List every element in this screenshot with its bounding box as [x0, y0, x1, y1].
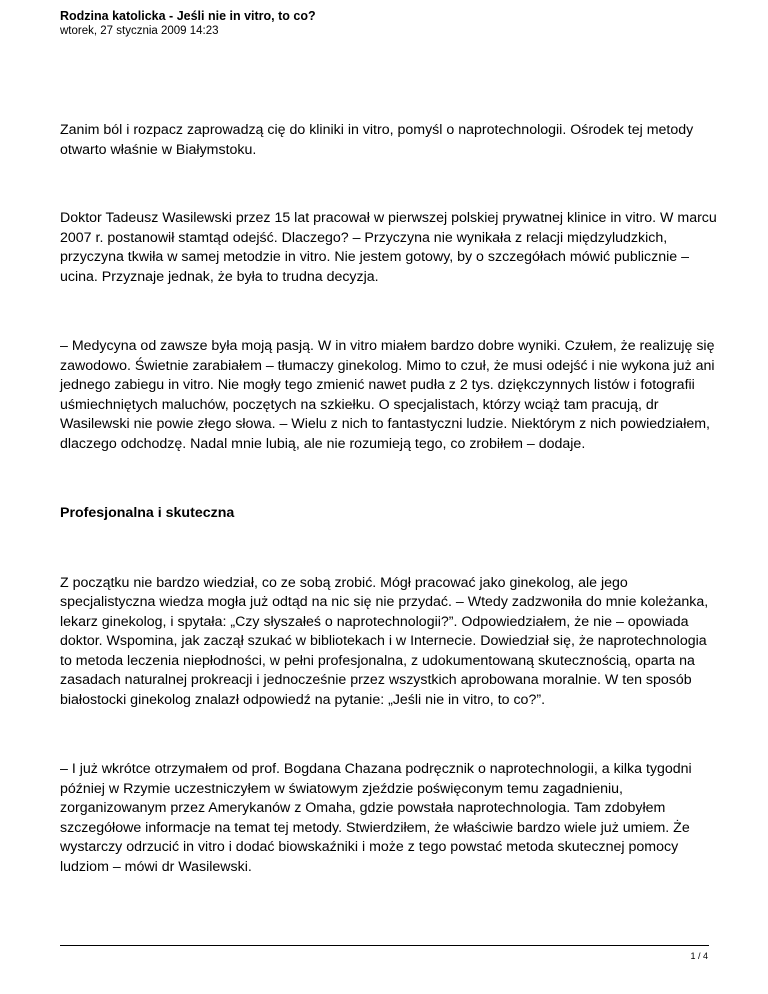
paragraph-5: – I już wkrótce otrzymałem od prof. Bogdana Chazana podręcznik o naprotechnologii, a kilka tygodni później w Rzymie uczestniczyłem w światowym zjeździe poświęconym temu zagadnieniu, zorganizowanym przez Amerykanów z Omaha, gdzie powstała naprotechnologia. Tam zdobyłem szczegółowe informacje na temat tej metody. Stwierdziłem, że właściwie bardzo wiele już umiem. Że wystarczy odrzucić in vitro i dodać biowskaźniki i może z tego powstać metoda skutecznej pomocy ludziom – mówi dr Wasilewski. — [60, 761, 692, 875]
document-header — [60, 9, 710, 38]
paragraph-intro: Zanim ból i rozpacz zaprowadzą cię do kliniki in vitro, pomyśl o naprotechnologii. Ośrodek tej metody otwarto właśnie w Białymstoku. — [60, 122, 694, 158]
paragraph-2: Doktor Tadeusz Wasilewski przez 15 lat pracował w pierwszej polskiej prywatnej klinice in vitro. W marcu 2007 r. postanowił stamtąd odejść. Dlaczego? – Przyczyna nie wynikała z relacji międzyludzkich, przyczyna tkwiła w samej metodzie in vitro. Nie jestem gotowy, by o szczegółach mówić publicznie – ucina. Przyznaje jednak, że była to trudna decyzja. — [60, 210, 717, 285]
article-body — [60, 121, 720, 877]
paragraph-3: – Medycyna od zawsze była moją pasją. W in vitro miałem bardzo dobre wyniki. Czułem, że realizuję się zawodowo. Świetnie zarabiałem – tłumaczy ginekolog. Mimo to czuł, że musi odejść i nie wykona już ani jednego zabiegu in vitro. Nie mogły tego zmienić nawet pudła z 2 tys. dziękczynnych listów i fotografii uśmiechniętych maluchów, poczętych na szkiełku. O specjalistach, którzy wciąż tam pracują, dr Wasilewski nie powie złego słowa. – Wielu z nich to fantastyczni ludzie. Niektórym z nich powiedziałem, dlaczego odchodzę. Nadal mnie lubią, ale nie rozumieją tego, co zrobiłem – dodaje. — [60, 338, 715, 452]
page-number: 1 / 4 — [690, 951, 708, 961]
document-title: Rodzina katolicka - Jeśli nie in vitro, to co? — [60, 9, 316, 23]
paragraph-4: Z początku nie bardzo wiedział, co ze sobą zrobić. Mógł pracować jako ginekolog, ale jego specjalistyczna wiedza mogła już odtąd na nic się nie przydać. – Wtedy zadzwoniła do mnie koleżanka, lekarz ginekolog, i spytała: „Czy słyszałeś o naprotechnologii?”. Odpowiedziałem, że nie – opowiada doktor. Wspomina, jak zaczął szukać w bibliotekach i w Internecie. Dowiedział się, że naprotechnologia to metoda leczenia niepłodności, w pełni profesjonalna, z udokumentowaną skutecznością, oparta na zasadach naturalnej prokreacji i jednocześnie przez wszystkich aprobowana moralnie. W ten sposób białostocki ginekolog znalazł odpowiedź na pytanie: „Jeśli nie in vitro, to co?”. — [60, 574, 709, 708]
section-heading: Profesjonalna i skuteczna — [60, 505, 235, 521]
document-date: wtorek, 27 stycznia 2009 14:23 — [60, 25, 219, 37]
footer-divider — [60, 945, 709, 946]
